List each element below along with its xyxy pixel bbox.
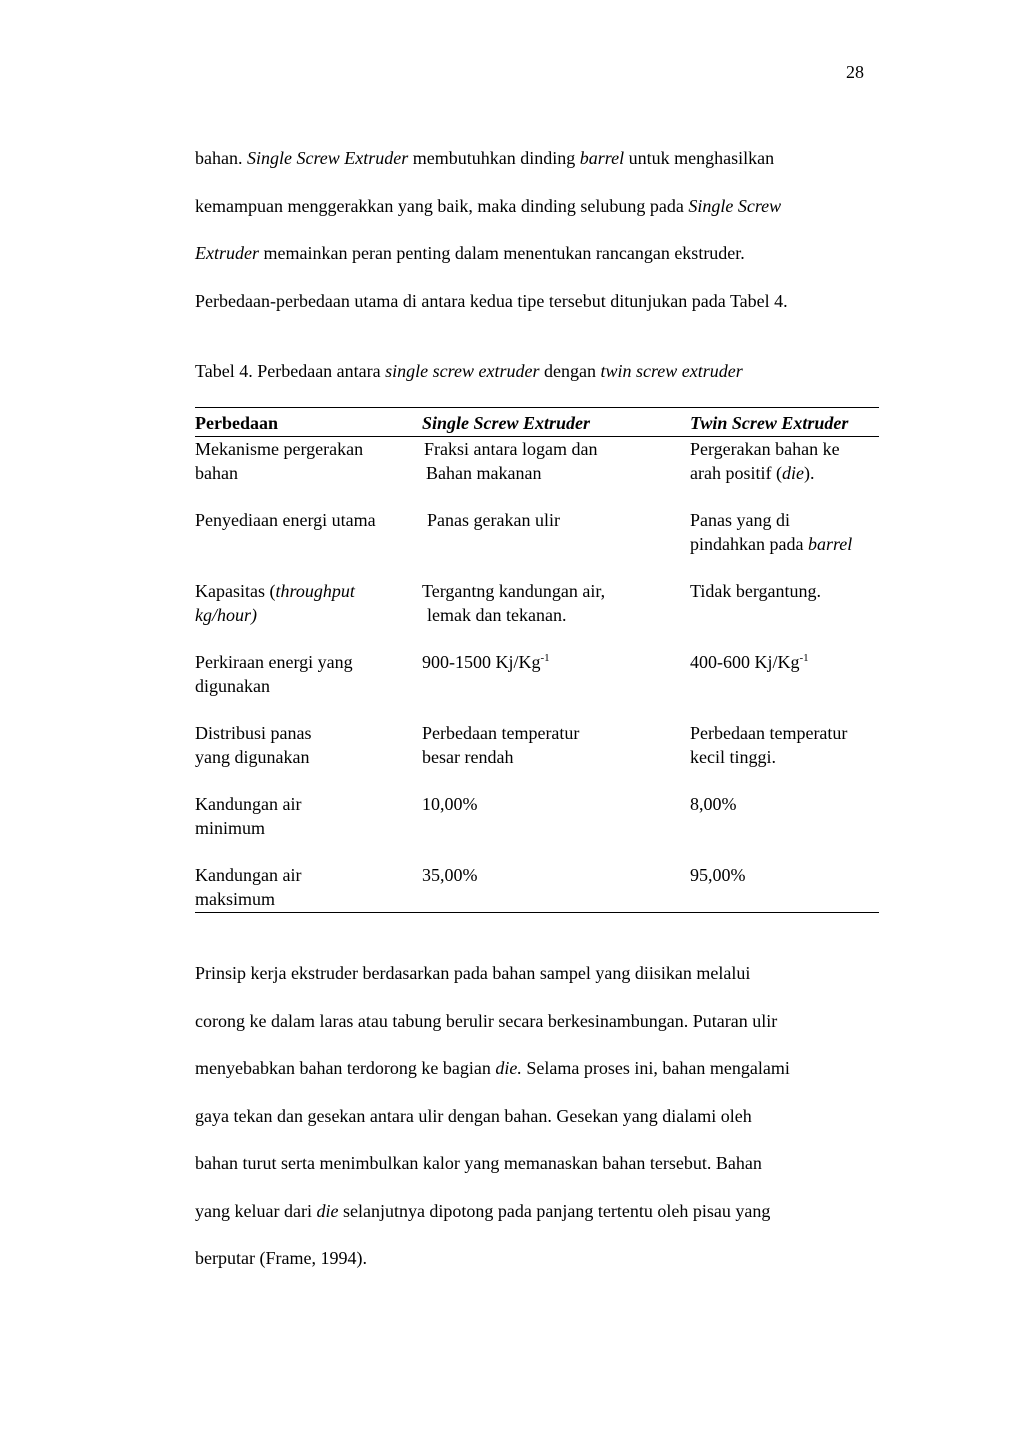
table-cell: Fraksi antara logam dan Bahan makanan: [424, 439, 598, 483]
paragraph-line: berputar (Frame, 1994).: [195, 1248, 367, 1268]
table-header-single-screw: Single Screw Extruder: [422, 413, 591, 433]
table-caption: Tabel 4. Perbedaan antara single screw extruder dengan twin screw extruder: [195, 361, 743, 381]
table-cell: 35,00%: [422, 865, 478, 885]
table-cell: Penyediaan energi utama: [195, 510, 376, 530]
paragraph-line: Perbedaan-perbedaan utama di antara kedua tipe tersebut ditunjukan pada Tabel 4.: [195, 291, 788, 311]
paragraph-line: yang keluar dari die selanjutnya dipotong pada panjang tertentu oleh pisau yang: [195, 1201, 771, 1221]
table-bottom-rule: [195, 912, 879, 913]
table-header-perbedaan: Perbedaan: [195, 413, 278, 433]
table-cell: Kandungan air maksimum: [195, 865, 302, 909]
table-cell: 10,00%: [422, 794, 478, 814]
table-header-twin-screw: Twin Screw Extruder: [690, 413, 849, 433]
table-cell: Distribusi panas yang digunakan: [195, 723, 312, 767]
paragraph-line: bahan. Single Screw Extruder membutuhkan dinding barrel untuk menghasilkan: [195, 148, 775, 168]
table-cell: Perkiraan energi yang digunakan: [195, 652, 353, 696]
table-cell: 900-1500 $Kj/Kg^{-1}$: [422, 652, 550, 672]
table-cell: Panas yang di pindahkan pada barrel: [690, 510, 853, 554]
table-cell: Tidak bergantung.: [690, 581, 822, 601]
table-cell: 400-600 $Kj/Kg^{-1}$: [690, 652, 809, 672]
table-cell: Perbedaan temperatur besar rendah: [422, 723, 580, 767]
table-cell: 95,00%: [690, 865, 746, 885]
table-cell: Tergantng kandungan air, lemak dan tekanan.: [422, 581, 606, 625]
table-cell: Kapasitas (throughput kg/hour): [195, 581, 355, 625]
paragraph-line: Prinsip kerja ekstruder berdasarkan pada bahan sampel yang diisikan melalui: [195, 963, 751, 983]
paragraph-line: gaya tekan dan gesekan antara ulir dengan bahan. Gesekan yang dialami oleh: [195, 1106, 752, 1126]
paragraph-line: bahan turut serta menimbulkan kalor yang memanaskan bahan tersebut. Bahan: [195, 1153, 762, 1173]
paragraph-line: Extruder memainkan peran penting dalam menentukan rancangan ekstruder.: [195, 243, 745, 263]
table-cell: Kandungan air minimum: [195, 794, 302, 838]
paragraph-line: corong ke dalam laras atau tabung berulir secara berkesinambungan. Putaran ulir: [195, 1011, 778, 1031]
table-cell: Pergerakan bahan ke arah positif (die).: [690, 439, 840, 483]
table-cell: Perbedaan temperatur kecil tinggi.: [690, 723, 848, 767]
page-number: 28: [846, 62, 864, 82]
table-cell: Mekanisme pergerakan bahan: [195, 439, 364, 483]
table-cell: 8,00%: [690, 794, 737, 814]
table-cell: Panas gerakan ulir: [427, 510, 560, 530]
paragraph-line: kemampuan menggerakkan yang baik, maka dinding selubung pada Single Screw: [195, 196, 782, 216]
paragraph-line: menyebabkan bahan terdorong ke bagian die. Selama proses ini, bahan mengalami: [195, 1058, 790, 1078]
table-top-rule: [195, 407, 879, 408]
